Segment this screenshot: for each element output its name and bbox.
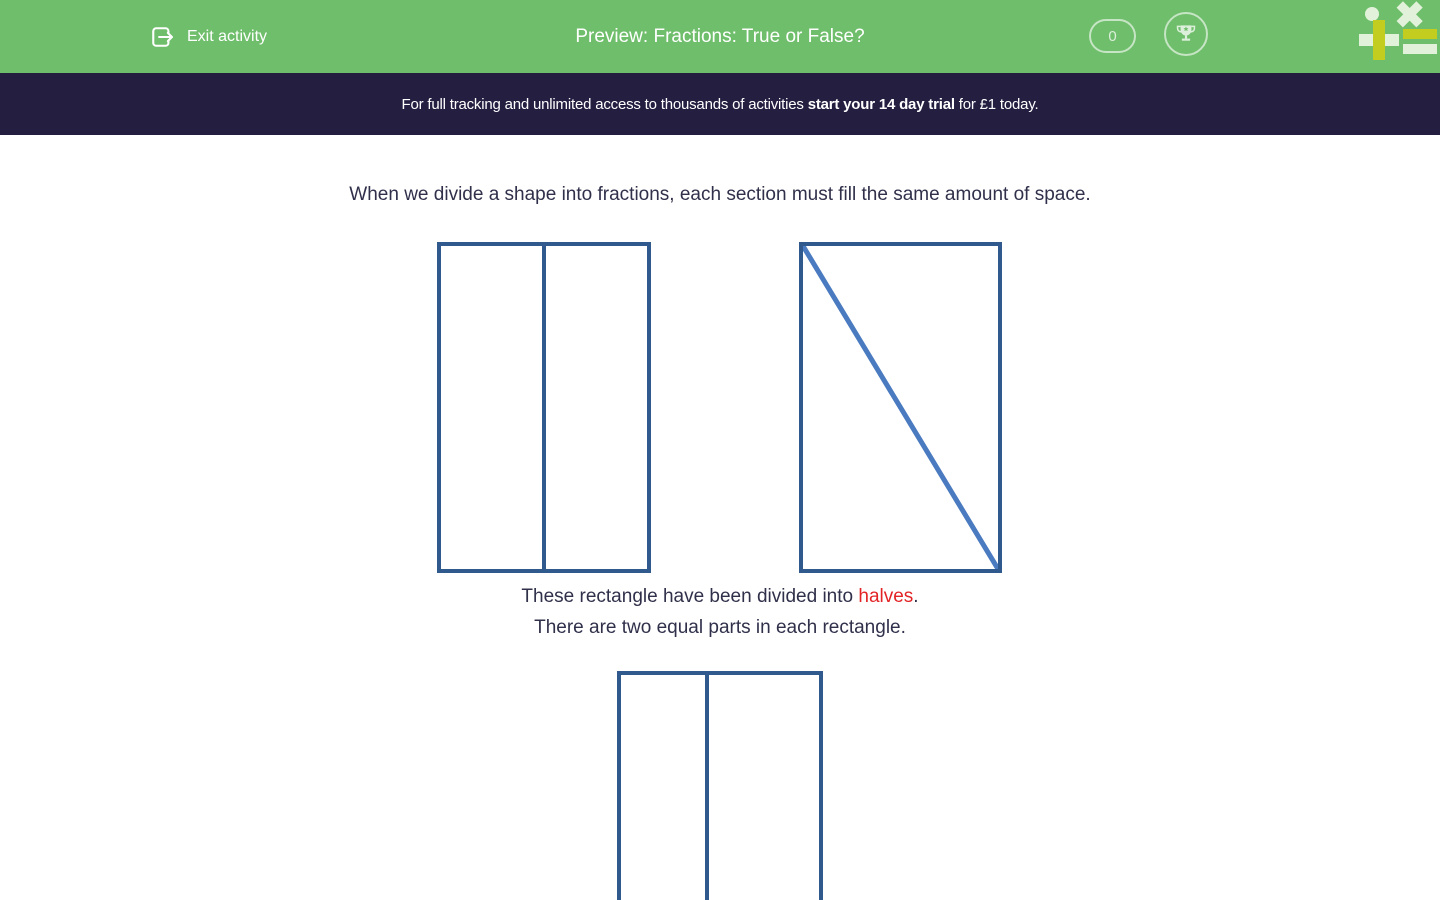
header [0,0,1440,73]
rectangle-diagonal-halves-figure [799,242,1002,573]
vertical-divider-line-offset [705,675,709,900]
logout-icon [148,23,176,51]
trial-banner-text: For full tracking and unlimited access to thousands of activities start your 14 day trial for £1 today. [401,95,1039,113]
rectangle-vertical-halves-figure [437,242,651,573]
exit-activity-label: Exit activity [187,27,268,45]
rectangle-question-figure [617,671,823,900]
caption-highlight-word: halves [858,586,914,607]
figure-caption [0,581,1440,643]
lesson-intro-text: When we divide a shape into fractions, each section must fill the same amount of space. [349,184,1091,205]
achievements-button[interactable] [1164,12,1208,56]
trophy-icon [1173,21,1199,47]
score-value: 0 [1108,27,1117,45]
trial-banner [0,73,1440,135]
score-badge [1089,19,1136,53]
vertical-divider-line [542,246,546,569]
exit-activity-button[interactable] [148,0,267,73]
caption-line-2: There are two equal parts in each rectangle. [534,617,906,638]
caption-line-1: These rectangle have been divided into halves. [521,586,919,607]
diagonal-divider-line [803,246,998,569]
page-title: Preview: Fractions: True or False? [575,25,865,47]
brand-logo [1354,0,1438,70]
trial-link[interactable]: start your 14 day trial [807,95,955,113]
